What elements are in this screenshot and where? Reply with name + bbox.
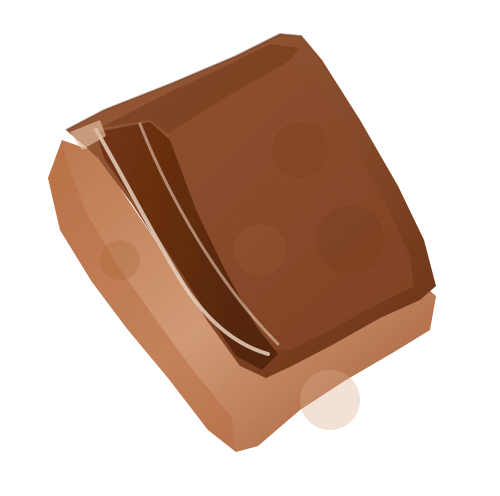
- mottle-spot: [234, 224, 286, 276]
- mottle-spot: [300, 370, 360, 430]
- mottle-spot: [316, 206, 384, 274]
- mottle-spot: [272, 122, 328, 178]
- mottle-spot: [100, 240, 140, 280]
